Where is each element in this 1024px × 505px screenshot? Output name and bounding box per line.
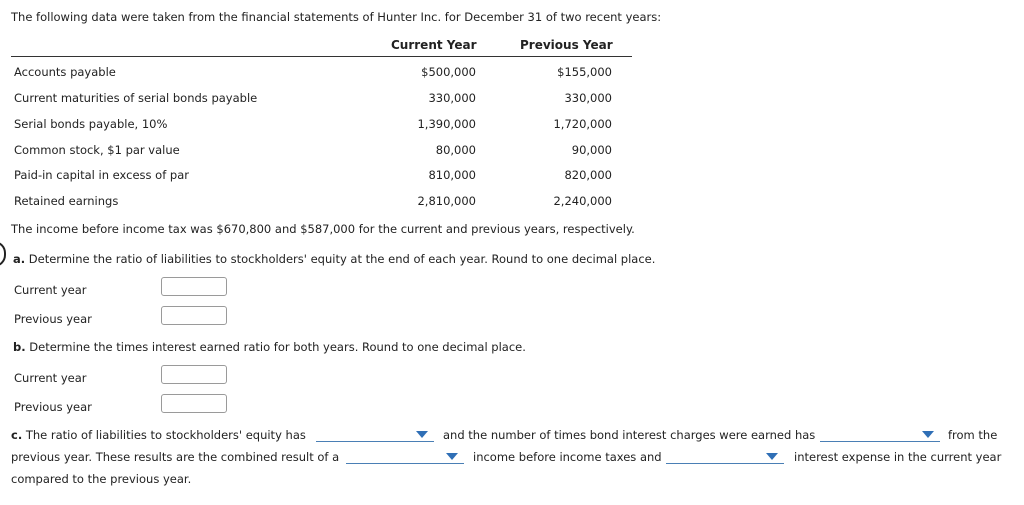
part-a-letter: a. (13, 252, 26, 266)
row-current-value: 2,810,000 (417, 194, 476, 208)
row-label: Common stock, $1 par value (14, 143, 180, 157)
row-label: Paid-in capital in excess of par (14, 168, 189, 182)
chevron-down-icon (766, 453, 778, 460)
part-b-current-label: Current year (14, 371, 87, 385)
row-previous-value: 820,000 (564, 168, 612, 182)
times-earned-change-dropdown[interactable] (820, 427, 940, 442)
income-note: The income before income tax was $670,800 and $587,000 for the current and previous years, respectively. (11, 222, 635, 236)
intro-text: The following data were taken from the financial statements of Hunter Inc. for December 31 of two recent years: (11, 10, 662, 24)
header-current-year: Current Year (391, 38, 477, 52)
part-c-text4: previous year. These results are the combined result of a (11, 450, 340, 464)
part-b-current-input[interactable] (161, 365, 227, 384)
part-c-text1: The ratio of liabilities to stockholders' equity has (25, 428, 306, 442)
row-label: Current maturities of serial bonds payable (14, 91, 258, 105)
chevron-down-icon (416, 431, 428, 438)
part-a-text: Determine the ratio of liabilities to stockholders' equity at the end of each year. Round to one decimal place. (28, 252, 656, 266)
header-previous-year: Previous Year (520, 38, 613, 52)
chevron-down-icon (446, 453, 458, 460)
part-b-question (13, 340, 526, 354)
row-previous-value: 90,000 (571, 143, 612, 157)
row-label: Accounts payable (14, 65, 116, 79)
row-current-value: 80,000 (435, 143, 476, 157)
row-previous-value: $155,000 (557, 65, 612, 79)
row-previous-value: 2,240,000 (553, 194, 612, 208)
header-rule (11, 56, 632, 57)
part-a-current-input[interactable] (161, 277, 227, 296)
part-c-text3: from the (948, 428, 998, 442)
income-change-dropdown[interactable] (346, 449, 464, 464)
row-label: Serial bonds payable, 10% (14, 117, 168, 131)
part-c-line1-start (11, 428, 306, 442)
part-a-question (13, 252, 655, 266)
part-c-text6: interest expense in the current year (794, 450, 1002, 464)
part-a-previous-label: Previous year (14, 312, 92, 326)
part-b-previous-input[interactable] (161, 394, 227, 413)
part-c-text7: compared to the previous year. (11, 472, 192, 486)
part-b-text: Determine the times interest earned ratio for both years. Round to one decimal place. (29, 340, 526, 354)
part-c-letter: c. (11, 428, 23, 442)
part-c-text2: and the number of times bond interest charges were earned has (443, 428, 816, 442)
row-current-value: $500,000 (421, 65, 476, 79)
part-a-current-label: Current year (14, 283, 87, 297)
ratio-change-dropdown[interactable] (316, 427, 434, 442)
row-current-value: 810,000 (428, 168, 476, 182)
row-current-value: 1,390,000 (417, 117, 476, 131)
interest-expense-change-dropdown[interactable] (666, 449, 784, 464)
part-b-letter: b. (13, 340, 26, 354)
part-a-previous-input[interactable] (161, 306, 227, 325)
row-label: Retained earnings (14, 194, 119, 208)
part-b-previous-label: Previous year (14, 400, 92, 414)
row-previous-value: 330,000 (564, 91, 612, 105)
question-marker (0, 241, 6, 267)
part-c-text5: income before income taxes and (473, 450, 662, 464)
row-previous-value: 1,720,000 (553, 117, 612, 131)
chevron-down-icon (922, 431, 934, 438)
row-current-value: 330,000 (428, 91, 476, 105)
